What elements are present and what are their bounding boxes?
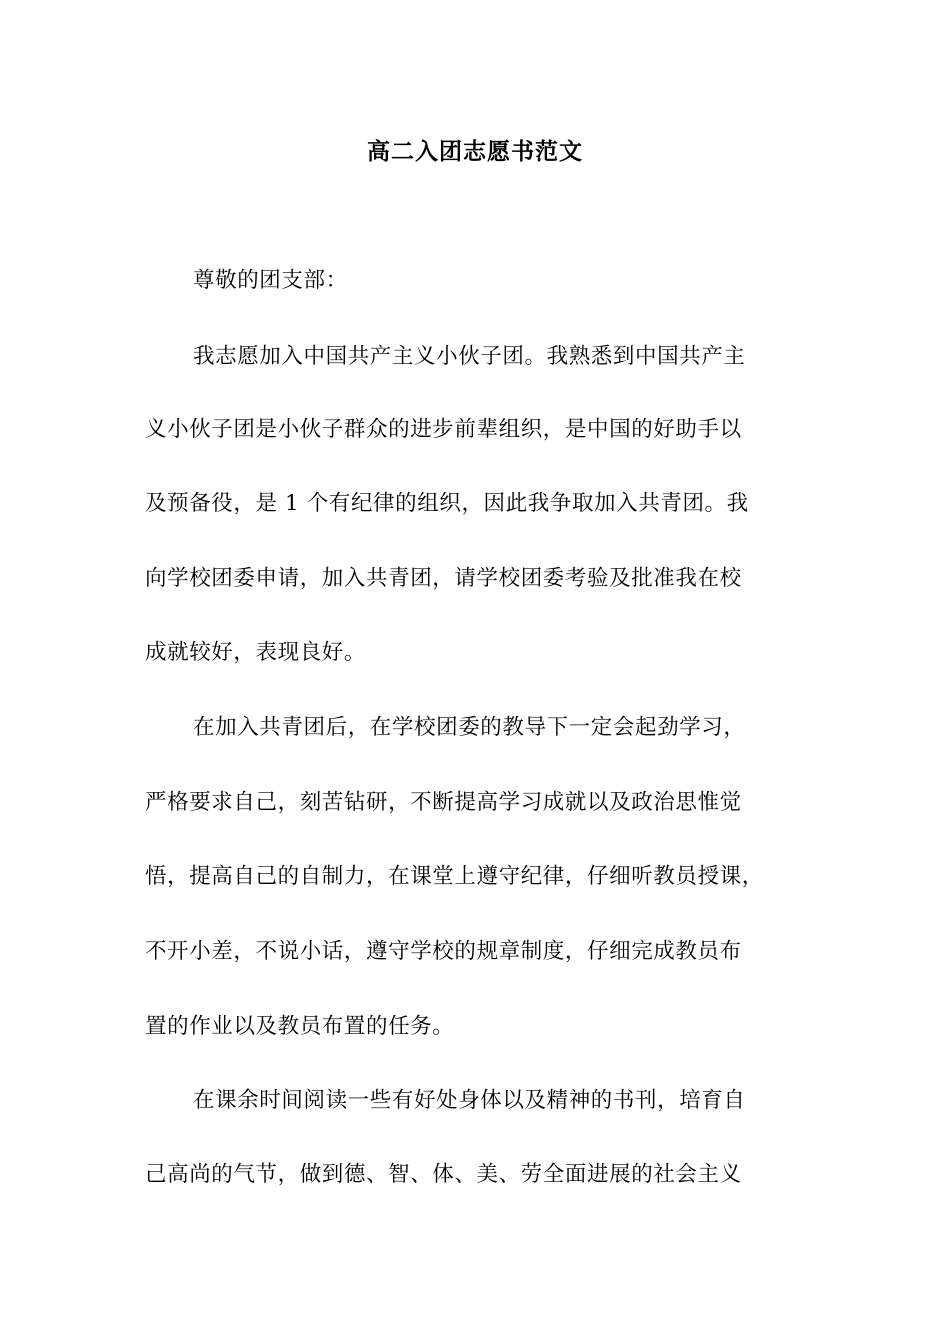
paragraph-line: 义小伙子团是小伙子群众的进步前辈组织，是中国的好助手以 [145, 417, 742, 442]
paragraph-line: 在加入共青团后，在学校团委的教导下一定会起劲学习， [193, 715, 746, 740]
paragraph-line: 严格要求自己，刻苦钻研，不断提高学习成就以及政治思惟觉 [145, 790, 742, 815]
salutation: 尊敬的团支部： [193, 268, 348, 293]
paragraph-line: 成就较好，表现良好。 [145, 640, 367, 665]
paragraph-line: 我志愿加入中国共产主义小伙子团。我熟悉到中国共产主 [193, 344, 746, 369]
paragraph-line: 向学校团委申请，加入共青团，请学校团委考验及批准我在校 [145, 566, 742, 591]
document-title: 高二入团志愿书范文 [367, 138, 583, 165]
paragraph-line: 悟，提高自己的自制力，在课堂上遵守纪律，仔细听教员授课， [145, 864, 764, 889]
paragraph-line: 置的作业以及教员布置的任务。 [145, 1014, 455, 1039]
paragraph-line: 及预备役，是 1 个有纪律的组织，因此我争取加入共青团。我 [145, 491, 749, 516]
paragraph-line: 在课余时间阅读一些有好处身体以及精神的书刊，培育自 [193, 1088, 746, 1113]
paragraph-line: 己高尚的气节，做到德、智、体、美、劳全面进展的社会主义 [145, 1162, 742, 1187]
paragraph-line: 不开小差，不说小话，遵守学校的规章制度，仔细完成教员布 [145, 939, 742, 964]
